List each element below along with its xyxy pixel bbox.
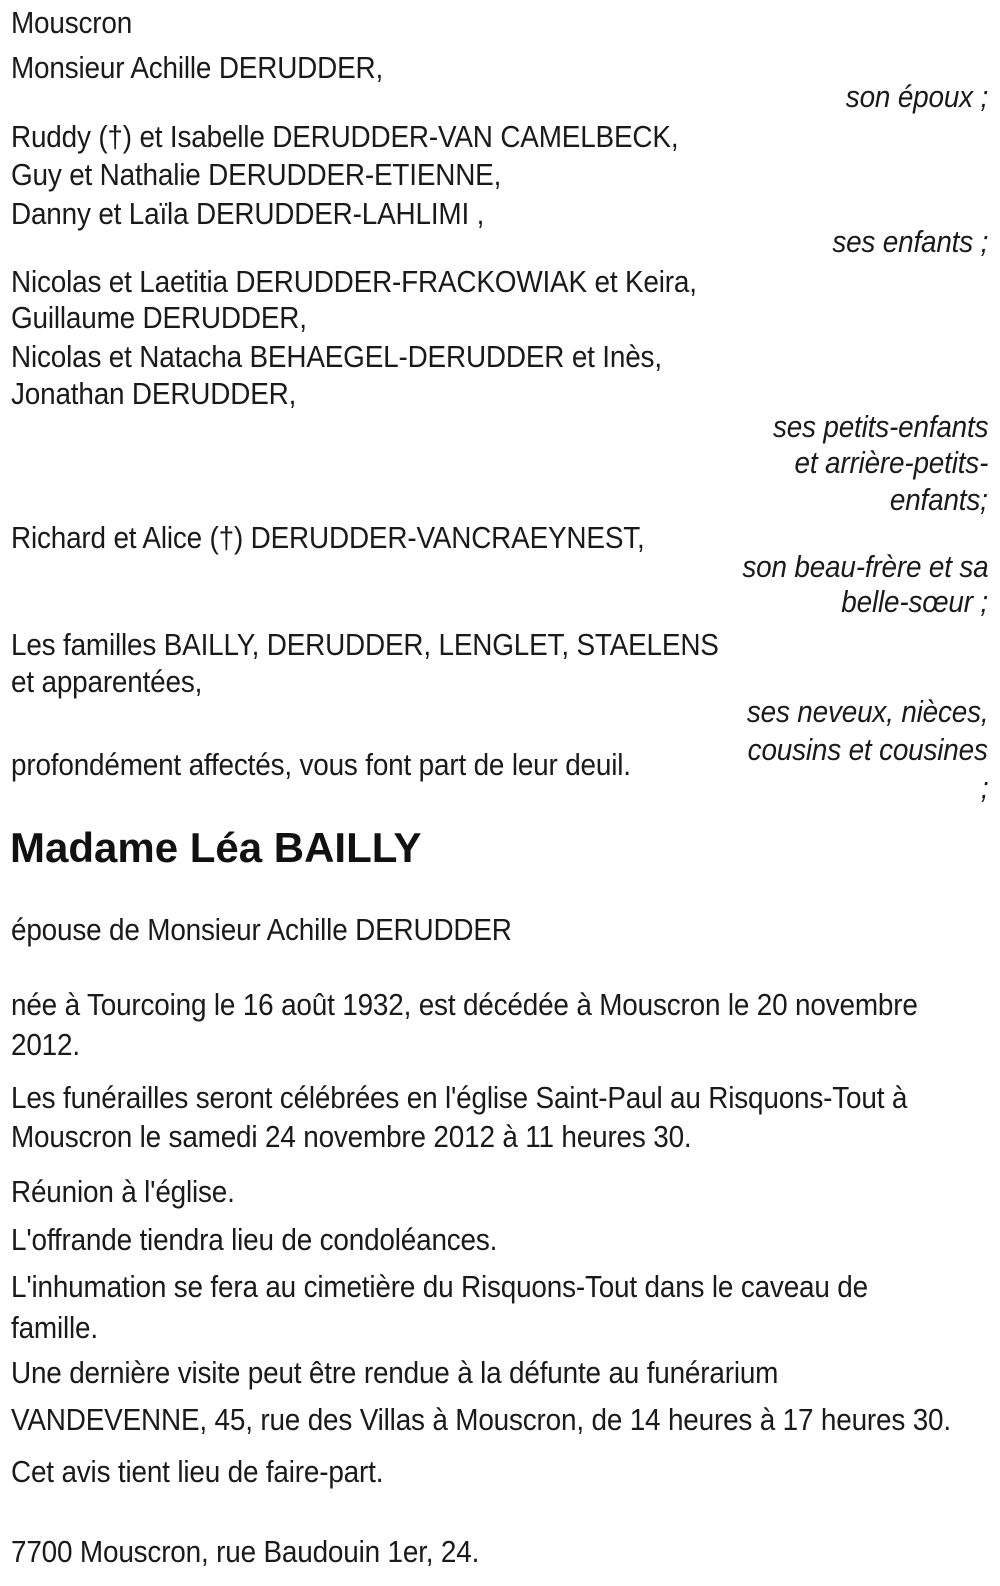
grief-line: profondément affectés, vous font part de leur deuil. — [11, 747, 631, 782]
mourner-name-line: Guillaume DERUDDER, — [11, 300, 307, 335]
body-line: née à Tourcoing le 16 août 1932, est décédée à Mouscron le 20 novembre — [11, 987, 918, 1022]
mourner-name-line: Monsieur Achille DERUDDER, — [11, 50, 384, 85]
body-line: 2012. — [11, 1027, 80, 1062]
relation-label-line: cousins et cousines — [747, 732, 988, 767]
city-line: Mouscron — [11, 5, 133, 40]
relation-label-line: enfants; — [890, 482, 988, 517]
relation-label-line: ses neveux, nièces, — [746, 694, 988, 729]
relation-label-line: et arrière-petits- — [794, 445, 988, 480]
body-line: Mouscron le samedi 24 novembre 2012 à 11 heures 30. — [11, 1119, 692, 1154]
mourner-name-line: et apparentées, — [11, 664, 203, 699]
spouse-line: épouse de Monsieur Achille DERUDDER — [11, 912, 512, 947]
footer-address-line: 7700 Mouscron, rue Baudouin 1er, 24. — [11, 1534, 480, 1569]
body-line: L'offrande tiendra lieu de condoléances. — [11, 1222, 498, 1257]
body-line: VANDEVENNE, 45, rue des Villas à Mouscron, de 14 heures à 17 heures 30. — [11, 1402, 951, 1437]
mourner-name-line: Richard et Alice (†) DERUDDER-VANCRAEYNEST, — [11, 520, 645, 555]
deceased-name-heading: Madame Léa BAILLY — [10, 824, 422, 871]
relation-label-line: son beau-frère et sa — [741, 549, 988, 584]
mourner-name-line: Nicolas et Natacha BEHAEGEL-DERUDDER et Inès, — [11, 339, 662, 374]
relation-label-line: ses petits-enfants — [772, 409, 988, 444]
mourner-name-line: Danny et Laïla DERUDDER-LAHLIMI , — [11, 196, 485, 231]
body-line: famille. — [11, 1310, 98, 1345]
mourner-name-line: Jonathan DERUDDER, — [11, 376, 297, 411]
body-line: Réunion à l'église. — [11, 1174, 235, 1209]
body-line: L'inhumation se fera au cimetière du Risquons-Tout dans le caveau de — [11, 1269, 868, 1304]
body-line: Cet avis tient lieu de faire-part. — [11, 1454, 384, 1489]
relation-label-line: ses enfants ; — [832, 224, 988, 259]
body-line: Les funérailles seront célébrées en l'église Saint-Paul au Risquons-Tout à — [11, 1080, 908, 1115]
body-line: Une dernière visite peut être rendue à la défunte au funérarium — [11, 1355, 779, 1390]
relation-label-line: belle-sœur ; — [841, 584, 988, 619]
mourner-name-line: Nicolas et Laetitia DERUDDER-FRACKOWIAK et Keira, — [11, 264, 697, 299]
relation-label-line: ; — [980, 770, 988, 805]
mourner-name-line: Les familles BAILLY, DERUDDER, LENGLET, STAELENS — [11, 627, 719, 662]
relation-label-line: son époux ; — [845, 79, 988, 114]
mourner-name-line: Guy et Nathalie DERUDDER-ETIENNE, — [11, 157, 502, 192]
mourner-name-line: Ruddy (†) et Isabelle DERUDDER-VAN CAMELBECK, — [11, 119, 679, 154]
